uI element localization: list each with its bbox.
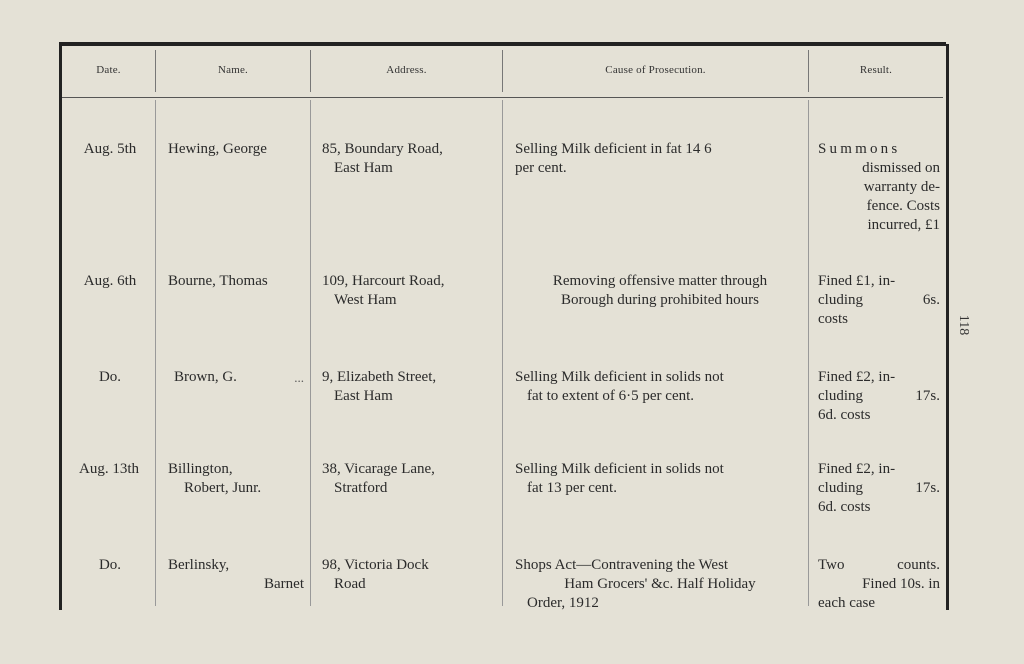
result-line: cluding 6s. — [818, 292, 940, 308]
row-date: Do. — [98, 369, 122, 385]
name-line: Robert, Junr. — [184, 480, 262, 496]
result-line: cluding 17s. — [818, 480, 940, 496]
result-line: Two counts. — [818, 557, 940, 573]
row-cause — [515, 272, 805, 310]
row-result — [818, 460, 940, 517]
cause-line: Order, 1912 — [527, 595, 599, 611]
cause-line: per cent. — [515, 160, 567, 176]
cause-line: fat to extent of 6·5 per cent. — [527, 388, 695, 404]
row-name — [174, 368, 308, 387]
address-line: Road — [334, 576, 366, 592]
result-line: dismissed on — [862, 160, 940, 176]
row-name: Hewing, George — [168, 141, 267, 157]
leader-dots: ... — [294, 370, 304, 385]
row-result — [818, 272, 940, 329]
name-text: Brown, G. — [174, 369, 237, 385]
row-address — [322, 460, 498, 498]
row-address — [322, 556, 498, 594]
address-line: West Ham — [334, 292, 397, 308]
result-line: warranty de- — [863, 179, 940, 195]
cause-line: fat 13 per cent. — [527, 480, 617, 496]
row-address — [322, 140, 498, 178]
row-address — [322, 368, 498, 406]
row-address — [322, 272, 498, 310]
page-number: 118 — [956, 314, 971, 336]
name-line: Berlinsky, — [168, 557, 230, 573]
cause-line: Selling Milk deficient in fat 14 6 — [515, 141, 712, 157]
row-name — [168, 556, 308, 594]
result-line: Summons — [818, 141, 901, 157]
header-cause: Cause of Prosecution. — [605, 64, 706, 76]
row-date: Aug. 5th — [83, 141, 137, 157]
address-line: 109, Harcourt Road, — [322, 273, 445, 289]
result-line: each case — [818, 595, 876, 611]
cause-line: Selling Milk deficient in solids not — [515, 461, 724, 477]
address-line: 85, Boundary Road, — [322, 141, 443, 157]
address-line: 9, Elizabeth Street, — [322, 369, 437, 385]
column-divider — [310, 100, 311, 606]
row-result — [818, 368, 940, 425]
header-result: Result. — [859, 64, 893, 76]
address-line: East Ham — [334, 160, 393, 176]
name-line: Billington, — [168, 461, 233, 477]
result-line: 6d. costs — [818, 499, 871, 515]
result-line: cluding 17s. — [818, 388, 940, 404]
cause-line: Removing offensive matter through — [552, 273, 768, 289]
row-name — [168, 460, 308, 498]
header-address: Address. — [386, 64, 427, 76]
result-line: 6d. costs — [818, 407, 871, 423]
result-line: Fined £1, in- — [818, 273, 896, 289]
row-result — [818, 140, 940, 235]
cause-line: Selling Milk deficient in solids not — [515, 369, 724, 385]
cause-line: Ham Grocers' &c. Half Holiday — [564, 576, 756, 592]
result-line: fence. Costs — [866, 198, 940, 214]
result-line: Fined £2, in- — [818, 461, 896, 477]
row-cause — [515, 556, 805, 613]
row-date: Do. — [98, 557, 122, 573]
result-line: incurred, £1 — [867, 217, 940, 233]
row-cause — [515, 368, 805, 406]
address-line: Stratford — [334, 480, 388, 496]
name-line: Barnet — [264, 576, 304, 592]
column-divider — [808, 100, 809, 606]
row-name: Bourne, Thomas — [168, 273, 268, 289]
header-date: Date. — [96, 64, 121, 76]
cause-line: Shops Act—Contravening the West — [515, 557, 729, 573]
header-rule — [62, 97, 943, 98]
table-frame — [59, 44, 949, 610]
address-line: 38, Vicarage Lane, — [322, 461, 435, 477]
column-divider — [155, 100, 156, 606]
row-date: Aug. 13th — [79, 461, 139, 477]
result-line: Fined 10s. in — [862, 576, 940, 592]
result-line: costs — [818, 311, 848, 327]
row-cause — [515, 460, 805, 498]
row-result — [818, 556, 940, 613]
address-line: 98, Victoria Dock — [322, 557, 429, 573]
header-name: Name. — [217, 64, 248, 76]
result-line: Fined £2, in- — [818, 369, 896, 385]
row-cause — [515, 140, 805, 178]
column-divider — [502, 100, 503, 606]
cause-line: Borough during prohibited hours — [561, 292, 759, 308]
address-line: East Ham — [334, 388, 393, 404]
row-date: Aug. 6th — [83, 273, 137, 289]
